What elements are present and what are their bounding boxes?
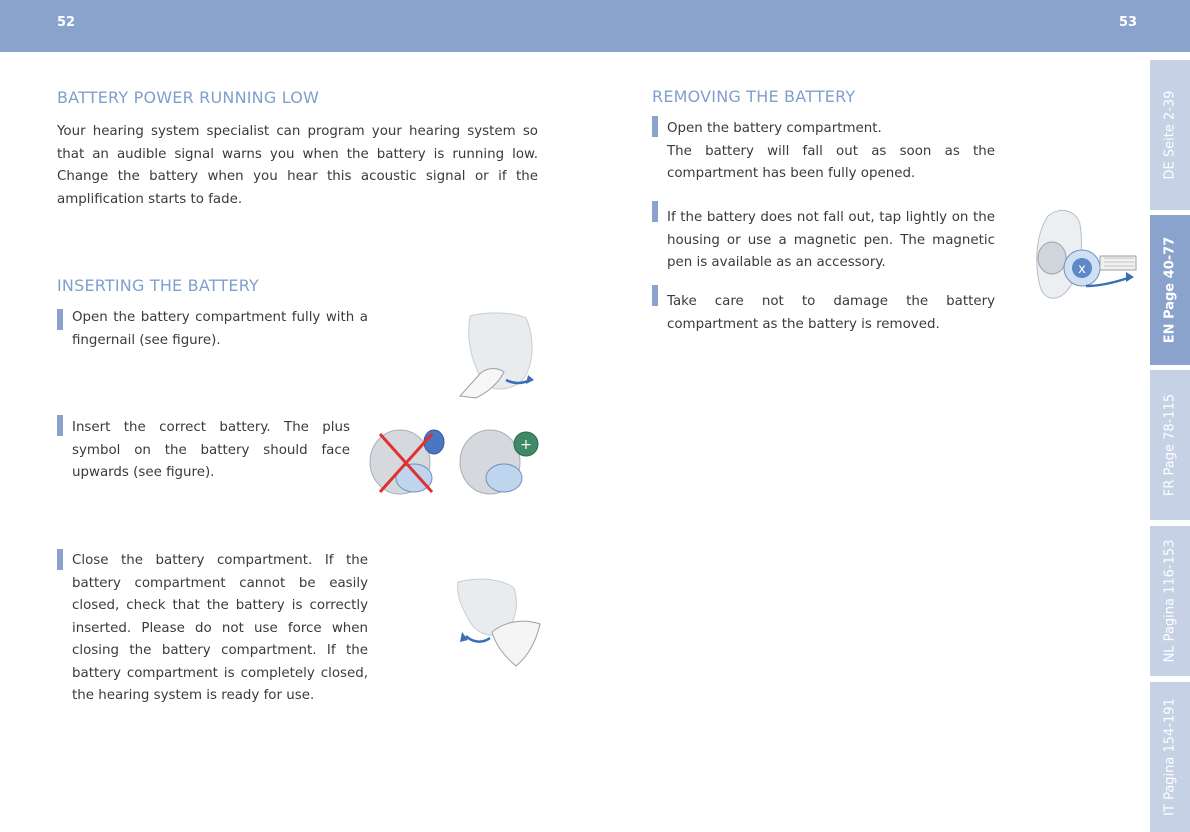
- tab-de[interactable]: [1150, 60, 1190, 210]
- tab-it-label: IT Pagina 154-191: [1162, 698, 1178, 816]
- tab-de-label: DE Seite 2-39: [1162, 90, 1178, 180]
- tab-nl-label: NL Pagina 116-153: [1162, 539, 1178, 663]
- page-number-left: 52: [57, 15, 76, 30]
- bullet-bar: [57, 309, 63, 330]
- language-tabs: [1150, 60, 1190, 832]
- insert-step-1: Open the battery compartment fully with a fingernail (see figure).: [72, 310, 368, 348]
- battery-insert-figure: [366, 424, 546, 500]
- bullet-bar: [57, 415, 63, 436]
- tab-en-label: EN Page 40-77: [1162, 236, 1178, 344]
- insert-step-3: Close the battery compartment. If the battery compartment cannot be easily closed, check that the battery is correctly inserted. Please do not use force when closing the battery compartment. If the battery compartment is completely closed, the hearing system is ready for use.: [72, 553, 368, 703]
- hearing-aid-open-figure: [448, 310, 540, 402]
- svg-text:+: +: [520, 437, 532, 453]
- remove-step-1: [667, 118, 995, 186]
- remove-step-1-main: Open the battery compartment.: [667, 121, 882, 136]
- remove-step-3: Take care not to damage the battery compartment as the battery is removed.: [667, 294, 995, 332]
- battery-remove-figure: [1030, 206, 1142, 310]
- remove-step-1-sub: The battery will fall out as soon as the compartment has been fully opened.: [667, 143, 995, 181]
- bullet-bar: [652, 116, 658, 137]
- bullet-bar: [652, 285, 658, 306]
- bullet-bar: [652, 201, 658, 222]
- tab-en[interactable]: [1150, 215, 1190, 365]
- section-title-battery-low: BATTERY POWER RUNNING LOW: [57, 88, 320, 107]
- section-title-inserting: INSERTING THE BATTERY: [57, 276, 259, 295]
- battery-low-paragraph: Your hearing system specialist can program your hearing system so that an audible signal warns you when the battery is running low. Change the battery when you hear this acoustic signal or if the amplification starts to fade.: [57, 124, 538, 207]
- svg-text:x: x: [1078, 262, 1086, 277]
- bullet-bar: [57, 549, 63, 570]
- tab-it[interactable]: [1150, 682, 1190, 832]
- battery-close-figure: [452, 578, 544, 670]
- insert-step-2: Insert the correct battery. The plus symbol on the battery should face upwards (see figure).: [72, 420, 350, 480]
- page-number-right: 53: [1119, 15, 1138, 30]
- section-title-removing: REMOVING THE BATTERY: [652, 87, 856, 106]
- page-header-bar: [0, 0, 1190, 52]
- tab-fr[interactable]: [1150, 370, 1190, 520]
- remove-step-2: If the battery does not fall out, tap lightly on the housing or use a magnetic pen. The magnetic pen is available as an accessory.: [667, 210, 995, 270]
- tab-fr-label: FR Page 78-115: [1162, 393, 1178, 497]
- tab-nl[interactable]: [1150, 526, 1190, 676]
